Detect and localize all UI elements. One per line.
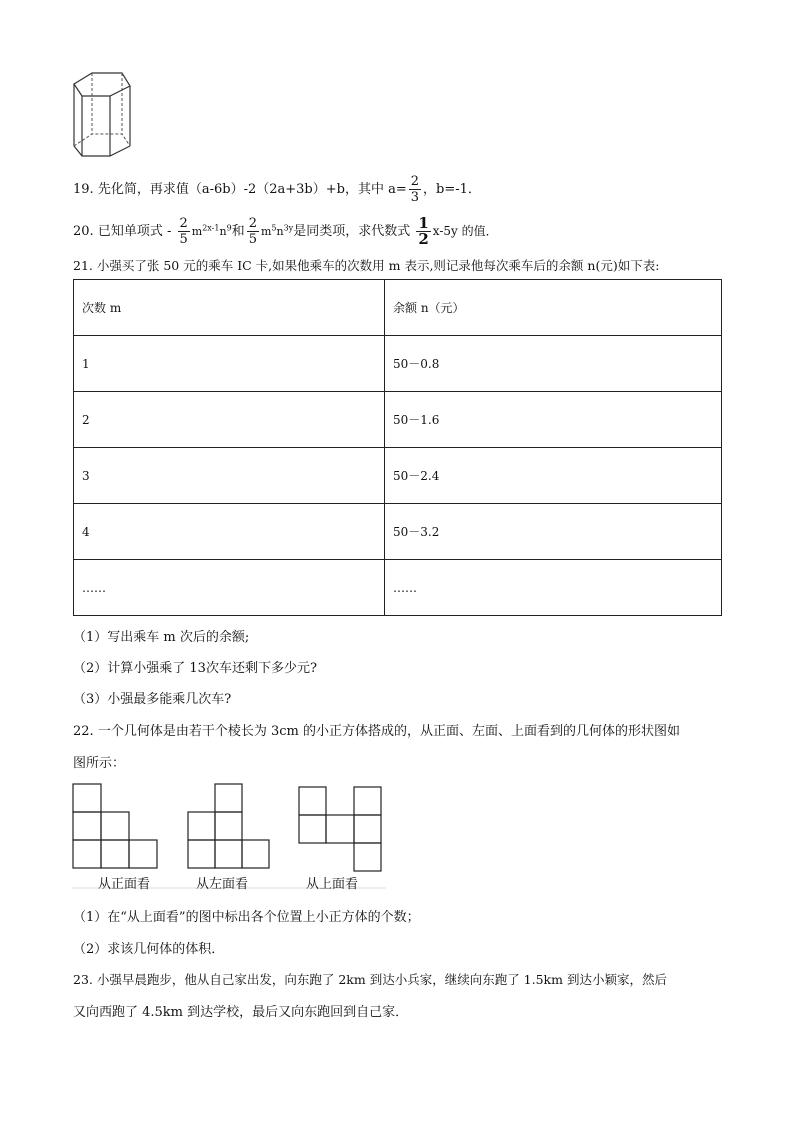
question-text: 又向西跑了 4.5km 到达学校，最后又向东跑回到自己家． <box>73 1005 409 1020</box>
question-22 <box>73 720 680 739</box>
table-cell: 4 <box>74 504 385 560</box>
sub-question: （2）求该几何体的体积． <box>73 942 225 957</box>
sub-question: （3）小强最多能乘几次车? <box>73 692 232 707</box>
question-number: 22. <box>73 724 94 739</box>
question-number: 21. <box>73 258 93 273</box>
hexagonal-prism-figure <box>70 68 136 160</box>
table-cell: 3 <box>74 448 385 504</box>
table-row <box>74 448 722 504</box>
table-cell: …… <box>74 560 385 616</box>
question-text: 小强买了张 50 元的乘车 IC 卡,如果他乘车的次数用 m 表示,则记录他每次乘车后的余额 n(元)如下表: <box>96 258 660 273</box>
fraction-numerator: 1 <box>418 214 429 232</box>
table-row <box>74 392 722 448</box>
fraction <box>409 174 421 205</box>
table-row <box>74 336 722 392</box>
question-number: 20. <box>73 224 94 239</box>
view-label-top: 从上面看 <box>306 877 359 892</box>
table-cell: 50－3.2 <box>385 504 722 560</box>
view-label-left: 从左面看 <box>196 877 249 892</box>
table-cell: 50－1.6 <box>385 392 722 448</box>
question-number: 19. <box>73 182 94 197</box>
table-header: 余额 n（元） <box>385 280 722 336</box>
question-text: 小强早晨跑步，他从自己家出发，向东跑了 2km 到达小兵家，继续向东跑了 1.5km 到达小颖家，然后 <box>96 972 667 987</box>
question-text: 先化简，再求值（a-6b）-2（2a+3b）+b，其中 a= <box>97 182 407 197</box>
fraction-numerator: 2 <box>248 216 257 231</box>
sub-question: （2）计算小强乘了 13次车还剩下多少元? <box>73 661 317 676</box>
table-row <box>74 560 722 616</box>
question-23 <box>73 970 667 988</box>
sub-question: （1）写出乘车 m 次后的余额; <box>73 630 250 645</box>
table-cell: 1 <box>74 336 385 392</box>
table-header-row <box>74 280 722 336</box>
fraction <box>178 216 190 247</box>
table-header: 次数 m <box>74 280 385 336</box>
monomial-1: $m^{2x-1}n^9$ <box>191 223 232 238</box>
fraction-numerator: 2 <box>410 174 420 189</box>
view-label-front: 从正面看 <box>98 877 151 892</box>
fraction-numerator: 2 <box>179 216 188 231</box>
fraction-denominator: 3 <box>410 190 420 205</box>
fraction-denominator: 5 <box>248 232 257 247</box>
fare-balance-table <box>73 279 722 616</box>
fraction <box>247 216 259 247</box>
question-20 <box>73 216 498 247</box>
question-text: 和 <box>231 224 245 239</box>
question-text: ，b=-1． <box>423 182 481 197</box>
question-text: 已知单项式 - <box>97 224 172 239</box>
sub-question: （1）在“从上面看”的图中标出各个位置上小正方体的个数； <box>73 910 420 925</box>
table-cell: …… <box>385 560 722 616</box>
question-text: 图所示： <box>73 756 126 771</box>
table-cell: 2 <box>74 392 385 448</box>
question-text: x-5y 的值． <box>432 224 498 238</box>
table-cell: 50－0.8 <box>385 336 722 392</box>
fraction-denominator: 5 <box>179 232 188 247</box>
fraction <box>416 216 430 247</box>
question-21 <box>73 256 659 274</box>
monomial-2: $m^5n^{3y}$ <box>260 223 294 238</box>
question-text: 是同类项，求代数式 <box>293 224 411 239</box>
fraction-denominator: 2 <box>418 230 429 248</box>
question-text: 一个几何体是由若干个棱长为 3cm 的小正方体搭成的，从正面、左面、上面看到的几何体的形状图如 <box>97 724 680 739</box>
table-cell: 50－2.4 <box>385 448 722 504</box>
question-19 <box>73 174 481 205</box>
question-number: 23. <box>73 972 93 987</box>
table-row <box>74 504 722 560</box>
